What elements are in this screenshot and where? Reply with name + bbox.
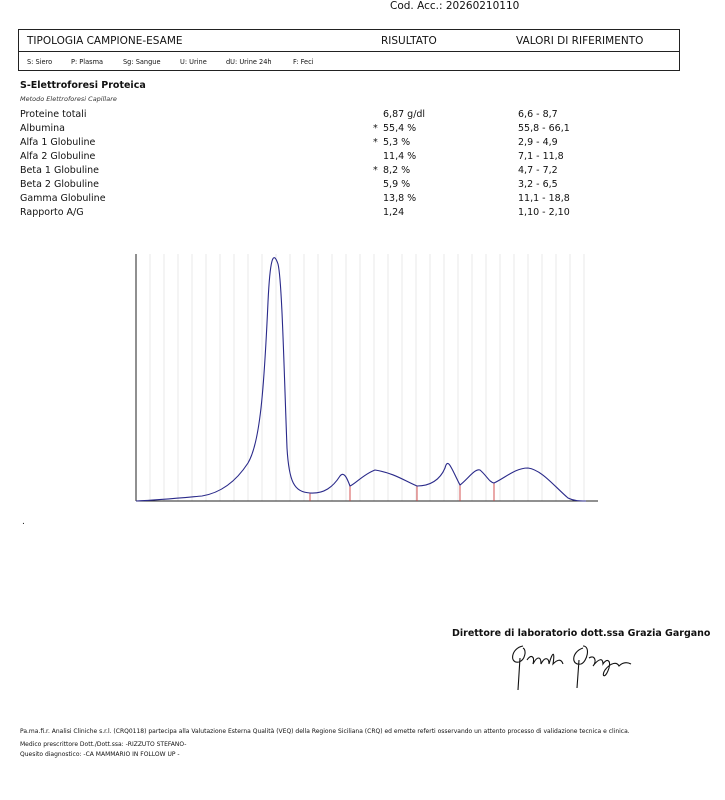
result-name: Gamma Globuline [20,193,106,204]
table-row [0,151,725,165]
column-reference: VALORI DI RIFERIMENTO [516,35,644,47]
result-value: 55,4 % [383,123,417,134]
electrophoresis-curve [136,258,586,501]
result-value: 6,87 g/dl [383,109,426,120]
table-row [0,123,725,137]
header-columns [19,30,679,52]
table-row [0,193,725,207]
legend-item: P: Plasma [71,58,104,66]
chart-grid [150,254,584,501]
legend-item: F: Feci [293,58,314,66]
table-row [0,207,725,221]
result-name: Rapporto A/G [20,207,84,218]
prescribing-physician: Medico prescrittore Dott./Dott.ssa: -RIZZUTO STEFANO- [20,741,187,748]
result-reference: 7,1 - 11,8 [518,151,564,162]
result-reference: 1,10 - 2,10 [518,207,570,218]
stray-dot: . [22,517,25,527]
result-name: Beta 1 Globuline [20,165,100,176]
section-title: S-Elettroforesi Proteica [20,80,146,91]
diagnostic-question: Quesito diagnostico: -CA MAMMARIO IN FOLLOW UP - [20,751,180,758]
lab-director: Direttore di laboratorio dott.ssa Grazia Gargano [452,628,711,639]
legend-item: Sg: Sangue [123,58,161,66]
results-header [18,29,680,71]
result-reference: 2,9 - 4,9 [518,137,558,148]
section-method: Metodo Elettroforesi Capillare [20,95,117,103]
result-reference: 55,8 - 66,1 [518,123,570,134]
sample-legend [19,52,679,71]
result-name: Alfa 2 Globuline [20,151,96,162]
result-reference: 11,1 - 18,8 [518,193,570,204]
electrophoresis-chart [130,250,605,510]
column-result: RISULTATO [381,35,437,47]
result-value: 5,3 % [383,137,411,148]
result-name: Proteine totali [20,109,87,120]
legend-item: U: Urine [180,58,207,66]
result-value: 11,4 % [383,151,417,162]
result-reference: 3,2 - 6,5 [518,179,558,190]
table-row [0,109,725,123]
result-value: 1,24 [383,207,405,218]
result-name: Beta 2 Globuline [20,179,100,190]
result-name: Alfa 1 Globuline [20,137,96,148]
result-value: 13,8 % [383,193,417,204]
table-row [0,165,725,179]
result-reference: 4,7 - 7,2 [518,165,558,176]
result-flag: * [373,165,378,176]
accession-code: Cod. Acc.: 20260210110 [390,0,520,12]
legend-item: dU: Urine 24h [226,58,272,66]
result-name: Albumina [20,123,65,134]
result-reference: 6,6 - 8,7 [518,109,558,120]
result-value: 8,2 % [383,165,411,176]
legend-item: S: Siero [27,58,53,66]
result-flag: * [373,137,378,148]
quality-notice: Pa.ma.fi.r. Analisi Cliniche s.r.l. (CRQ0118) partecipa alla Valutazione Esterna Qualità (VEQ) della Regione Siciliana (CRQ) ed emette referti osservando un attento processo di validazione tecnica e clinica. [20,728,630,735]
table-row [0,179,725,193]
director-signature [505,640,640,694]
table-row [0,137,725,151]
column-sample-type: TIPOLOGIA CAMPIONE-ESAME [27,35,183,47]
result-flag: * [373,123,378,134]
result-value: 5,9 % [383,179,411,190]
